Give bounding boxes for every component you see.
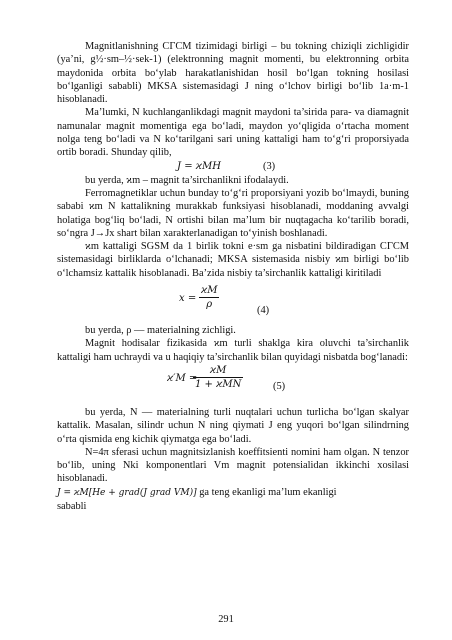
paragraph-8: bu yerda, N — materialning turli nuqtalari uchun turlicha bo‘lgan skalyar kattalik. Masalan, silindr uchun N ning qiymati J eng yuqori bo‘lgan silindrning o‘rta qismida eng kichik qiymatga ega bo‘ladi. bbox=[57, 406, 409, 445]
equation-5 bbox=[57, 364, 409, 396]
paragraph-5: ϰm kattaligi SGSM da 1 birlik tokni e·sm ga nisbatini bildiradigan CΓCM sistemasidagi birliklarda o‘lchanadi; MKSA sistemasida nisbiy ϰm birligi bo‘lib o‘lchamsiz kattalik hisoblanadi. Ba’zida nisbiy ta’sirchanlik kattaligi kiritiladi bbox=[57, 241, 409, 279]
paragraph-9: N=4π sferasi uchun magnitsizlanish koeffitsienti nomini ham olgan. N tenzor bo‘lib, uning Nki komponentlari Vm magnit potensialidan ikkinchi xosilasi hisoblanadi. bbox=[57, 446, 409, 485]
equation-3 bbox=[57, 160, 409, 174]
equation-4-lhs: x = bbox=[179, 293, 197, 305]
paragraph-1: Magnitlanishning CΓCM tizimidagi birligi – bu tokning chiziqli zichligidir (ya’ni, g½·sm–½·sek-1) (elektronning magnit momenti, bu elektronning orbita maydonida orbita bo‘ylab harakatlanishidan hosil bo‘lgan tokning hosilasi bo‘lganligi sababli) MKSA sistemasidagi J ning o‘lchov birligi bo‘lib 1a·m-1 hisoblanadi. bbox=[57, 41, 409, 106]
equation-4-denominator: ρ bbox=[206, 299, 213, 311]
paragraph-6: bu yerda, ρ — materialning zichligi. bbox=[85, 325, 236, 337]
equation-3-formula: J = ϰMH bbox=[177, 160, 221, 172]
paragraph-3: bu yerda, ϰm – magnit ta’sirchanlikni ifodalaydi. bbox=[85, 174, 289, 186]
equation-4-number: (4) bbox=[257, 305, 270, 317]
paragraph-2: Ma’lumki, N kuchlanganlikdagi magnit maydoni ta’sirida para- va diamagnit namunalar magnit momentiga ega bo‘ladi, maydon yo‘qligida o‘rtacha moment nolga teng bo‘ladi va N ko‘tarilgani sari uning kattaligi ham to‘g‘ri proporsiyada ortib boradi. Shunday qilib, bbox=[57, 107, 409, 159]
paragraph-7: Magnit hodisalar fizikasida ϰm turli shaklga kira oluvchi ta’sirchanlik kattaligi ham uchraydi va u haqiqiy ta’sirchanlik bilan quyidagi nisbatda bog‘lanadi: bbox=[57, 338, 409, 363]
text-column bbox=[57, 40, 409, 513]
paragraph-10-continuation: sababli bbox=[57, 501, 87, 513]
equation-5-denominator: 1 + ϰMN bbox=[195, 379, 242, 391]
equation-3-number: (3) bbox=[263, 160, 276, 172]
equation-4-numerator: ϰM bbox=[199, 284, 219, 298]
equation-5-number: (5) bbox=[273, 380, 286, 392]
equation-4-fraction bbox=[199, 284, 219, 312]
equation-6: J = ϰM[He + grad(J grad VM)] bbox=[57, 487, 197, 498]
paragraph-4: Ferromagnetiklar uchun bunday to‘g‘ri proporsiyani yozib bo‘lmaydi, buning sababi ϰm N kattalikning murakkab funksiyasi hisoblanadi, moddaning avvalgi holatiga bog‘liq bo‘ladi, N ortishi bilan ma’lum bir nuqtagacha ko‘tarilib boradi, so‘ngra J→Jx shart bilan xarakterlanadigan to‘yinish boshlanadi. bbox=[57, 187, 409, 239]
equation-5-fraction bbox=[193, 364, 243, 392]
page-number: 291 bbox=[218, 614, 234, 625]
equation-5-lhs: ϰ′M = bbox=[167, 372, 198, 384]
paragraph-10-text: ga teng ekanligi ma’lum ekanligi bbox=[199, 486, 337, 498]
equation-5-numerator: ϰM bbox=[193, 364, 243, 378]
equation-4 bbox=[57, 284, 409, 317]
paragraph-10 bbox=[57, 486, 409, 500]
